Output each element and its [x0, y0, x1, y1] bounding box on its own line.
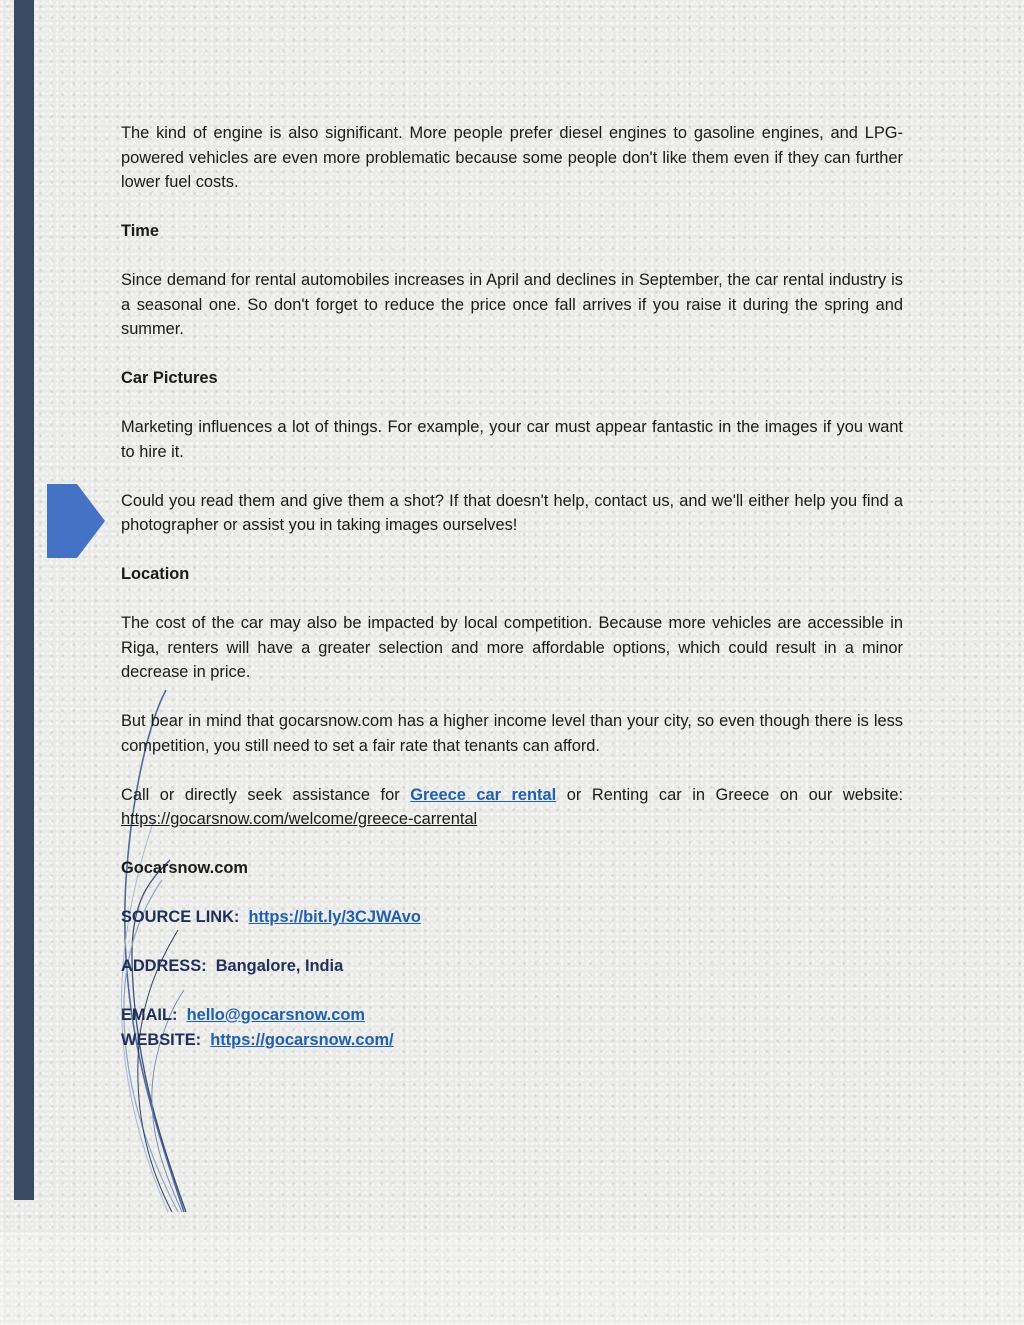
- address-row: [121, 954, 903, 979]
- source-link-row: [121, 905, 903, 930]
- time-paragraph: Since demand for rental automobiles increases in April and declines in September, the car rental industry is a seasonal one. So don't forget to reduce the price once fall arrives if you raise it during the spring and summer.: [121, 271, 903, 338]
- left-accent-bar: [14, 0, 34, 1200]
- page-bottom-band: [0, 1232, 1024, 1325]
- arrow-marker-icon: [47, 484, 105, 558]
- email-link[interactable]: hello@gocarsnow.com: [186, 1006, 365, 1024]
- greece-carrental-url-link[interactable]: https://gocarsnow.com/welcome/greece-carrental: [121, 810, 478, 828]
- contact-block: [121, 905, 903, 1052]
- brand-name: Gocarsnow.com: [121, 859, 248, 877]
- email-row: [121, 1003, 903, 1028]
- address-value: Bangalore, India: [215, 957, 344, 975]
- location-paragraph-2: But bear in mind that gocarsnow.com has a higher income level than your city, so even though there is less competition, you still need to set a fair rate that tenants can afford.: [121, 712, 903, 755]
- cta-prefix: Call or directly seek assistance for: [121, 785, 411, 804]
- website-label: WEBSITE:: [121, 1030, 202, 1049]
- website-row: [121, 1028, 903, 1053]
- source-link-label: SOURCE LINK:: [121, 908, 240, 926]
- address-label: ADDRESS:: [121, 957, 207, 975]
- pictures-paragraph-2: Could you read them and give them a shot? If that doesn't help, contact us, and we'll either help you find a photographer or assist you in taking images ourselves!: [121, 491, 903, 534]
- pictures-paragraph-1: Marketing influences a lot of things. For example, your car must appear fantastic in the images if you want to hire it.: [121, 418, 903, 461]
- greece-car-rental-link[interactable]: Greece car rental: [410, 785, 557, 804]
- location-paragraph-1: The cost of the car may also be impacted by local competition. Because more vehicles are accessible in Riga, renters will have a greater selection and more affordable options, which could result in a minor decrease in price.: [121, 614, 903, 681]
- website-link[interactable]: https://gocarsnow.com/: [210, 1030, 394, 1049]
- source-link-url[interactable]: https://bit.ly/3CJWAvo: [248, 908, 421, 926]
- engine-paragraph: The kind of engine is also significant. More people prefer diesel engines to gasoline engines, and LPG-powered vehicles are even more problematic because some people don't like them even if they can further lower fuel costs.: [121, 124, 903, 191]
- section-heading-time: Time: [121, 222, 159, 240]
- document-body: [121, 121, 903, 1052]
- email-label: EMAIL:: [121, 1006, 178, 1024]
- section-heading-car-pictures: Car Pictures: [121, 369, 218, 387]
- cta-paragraph: [121, 783, 903, 832]
- cta-middle: or Renting car in Greece on our website:: [556, 785, 903, 804]
- section-heading-location: Location: [121, 565, 190, 583]
